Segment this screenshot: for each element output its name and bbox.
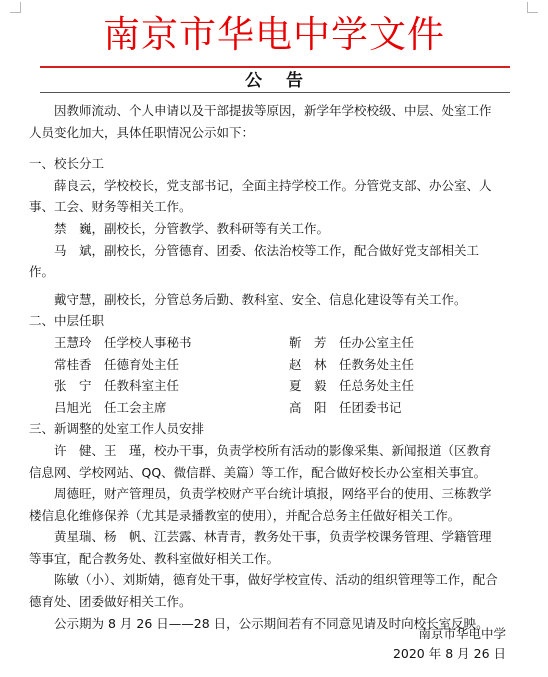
section-heading-staff: 三、新调整的处室工作人员安排 — [29, 421, 205, 437]
appointment-right: 高 阳 任团委书记 — [289, 399, 402, 415]
staff-item: 黄星瑞、杨 帆、江芸露、林青青，教务处干事，负责学校课务管理、学籍管理等事宜，配合教务处、教科室做好相关工作。 — [29, 529, 492, 566]
signature-org: 南京市华电中学 — [418, 626, 506, 641]
appointment-left: 张 宁 任教科室主任 — [54, 378, 180, 394]
appointment-left: 王慧玲 任学校人事秘书 — [54, 334, 192, 350]
document-body — [29, 100, 499, 634]
document-header-title: 南京市华电中学文件 — [103, 13, 445, 56]
principal-item: 薛良云，学校校长，党支部书记，全面主持学校工作。分管党支部、办公室、人事、工会、财务等相关工作。 — [29, 177, 492, 215]
principal-item: 戴守慧，副校长，分管总务后勤、教科室、安全、信息化建设等有关工作。 — [54, 291, 467, 307]
staff-item: 周德旺，财产管理员，负责学校财产平台统计填报，网络平台的使用、三栋教学楼信息化维修保养（尤其是录播教室的使用），并配合总务主任做好相关工作。 — [29, 486, 492, 523]
principal-item: 马 斌，副校长，分管德育、团委、依法治校等工作，配合做好党支部相关工作。 — [29, 242, 480, 280]
appointment-row — [29, 332, 499, 354]
appointment-row — [29, 354, 499, 376]
signature-block — [393, 624, 506, 664]
section-heading-middle-management: 二、中层任职 — [29, 313, 105, 329]
staff-item: 许 健、王 瑾，校办干事，负责学校所有活动的影像采集、新闻报道（区教育信息网、学校网站、QQ、微信群、美篇）等工作，配合做好校长办公室相关事宜。 — [29, 442, 492, 480]
appointment-row — [29, 397, 499, 419]
appointment-right: 夏 毅 任总务处主任 — [289, 378, 415, 394]
appointment-right: 赵 林 任教务处主任 — [289, 356, 415, 372]
principal-item: 禁 巍，副校长，分管教学、教科研等有关工作。 — [54, 220, 330, 236]
staff-item: 陈敏（小）、刘斯婧，德育处干事，做好学校宣传、活动的组织管理等工作，配合德育处、团委做好相关工作。 — [29, 572, 498, 610]
appointment-left: 吕旭光 任工会主席 — [54, 399, 167, 415]
closing-paragraph: 公示期为 8 月 26 日——28 日，公示期间若有不同意见请及时向校长室反映。 — [54, 615, 489, 631]
appointment-row — [29, 375, 499, 397]
notice-title: 公告 — [245, 71, 327, 91]
header-red-rule — [40, 66, 510, 68]
intro-paragraph: 因教师流动、个人申请以及干部提拔等原因，新学年学校校级、中层、处室工作人员变化加大，具体任职情况公示如下： — [29, 103, 492, 140]
signature-date: 2020 年 8 月 26 日 — [392, 646, 506, 661]
appointment-left: 常桂香 任德育处主任 — [54, 356, 180, 372]
notice-underline — [40, 92, 510, 93]
section-heading-principals: 一、校长分工 — [29, 156, 105, 172]
appointment-right: 靳 芳 任办公室主任 — [289, 334, 415, 350]
